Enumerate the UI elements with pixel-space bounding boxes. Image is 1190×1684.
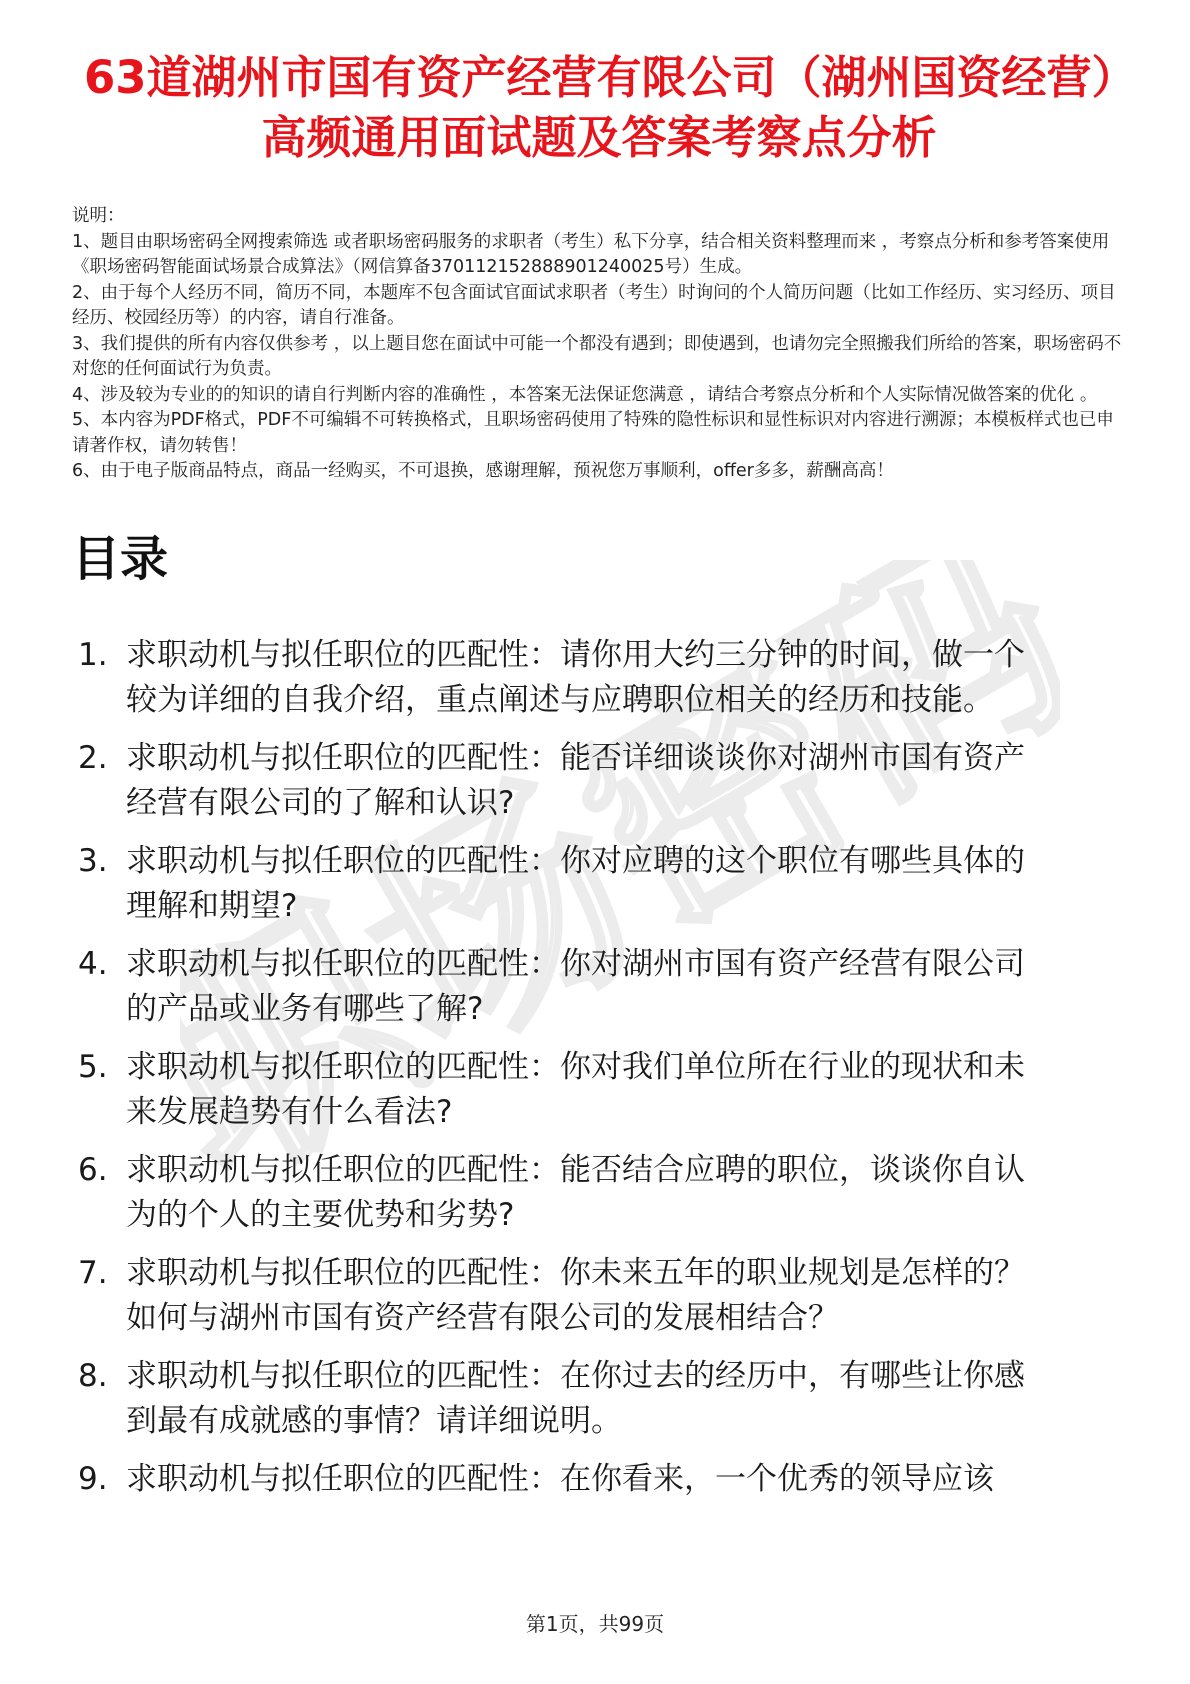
toc-item[interactable] xyxy=(78,1457,1120,1502)
toc-item-text: 求职动机与拟任职位的匹配性：能否详细谈谈你对湖州市国有资产经营有限公司的了解和认识? xyxy=(126,739,1025,821)
toc-item-text: 求职动机与拟任职位的匹配性：你未来五年的职业规划是怎样的？如何与湖州市国有资产经营有限公司的发展相结合？ xyxy=(126,1254,1025,1336)
toc-list xyxy=(78,633,1120,1502)
toc-item[interactable] xyxy=(78,736,1120,826)
toc-item-number: 5. xyxy=(78,1048,108,1085)
note-item-1: 1、题目由职场密码全网搜索筛选 或者职场密码服务的求职者（考生）私下分享，结合相关资料整理而来 ，考察点分析和参考答案使用《职场密码智能面试场景合成算法》（网信算备370112152888901240025号）生成。 xyxy=(72,231,1110,277)
toc-item-number: 9. xyxy=(78,1460,108,1497)
note-item-4: 4、涉及较为专业的的知识的请自行判断内容的准确性 ，本答案无法保证您满意 ，请结合考察点分析和个人实际情况做答案的优化 。 xyxy=(72,384,1098,405)
toc-item-number: 7. xyxy=(78,1254,108,1291)
toc-item[interactable] xyxy=(78,839,1120,929)
page-footer: 第1页，共99页 xyxy=(525,1612,665,1636)
note-item-5: 5、本内容为PDF格式，PDF不可编辑不可转换格式，且职场密码使用了特殊的隐性标识和显性标识对内容进行溯源；本模板样式也已申请著作权，请勿转售！ xyxy=(72,410,1114,456)
notes-section xyxy=(72,204,1130,485)
toc-item-text: 求职动机与拟任职位的匹配性：请你用大约三分钟的时间，做一个较为详细的自我介绍，重点阐述与应聘职位相关的经历和技能。 xyxy=(126,636,1025,718)
toc-item[interactable] xyxy=(78,633,1120,723)
notes-heading: 说明： xyxy=(72,206,125,226)
toc-item-text: 求职动机与拟任职位的匹配性：你对我们单位所在行业的现状和未来发展趋势有什么看法? xyxy=(126,1048,1025,1130)
toc-item[interactable] xyxy=(78,1251,1120,1341)
toc-item-number: 2. xyxy=(78,739,108,776)
toc-item[interactable] xyxy=(78,1148,1120,1238)
note-item-3: 3、我们提供的所有内容仅供参考 ，以上题目您在面试中可能一个都没有遇到；即使遇到，也请勿完全照搬我们所给的答案，职场密码不对您的任何面试行为负责。 xyxy=(72,333,1122,379)
toc-item-number: 4. xyxy=(78,945,108,982)
watermark-text: 职场密码 xyxy=(180,560,1060,1200)
toc-item-text: 求职动机与拟任职位的匹配性：在你看来，一个优秀的领导应该 xyxy=(126,1460,994,1497)
toc-item-number: 1. xyxy=(78,636,108,673)
toc-item[interactable] xyxy=(78,1045,1120,1135)
toc-item[interactable] xyxy=(78,1354,1120,1444)
document-title: 63道湖州市国有资产经营有限公司（湖州国资经营）高频通用面试题及答案考察点分析 xyxy=(83,51,1115,164)
note-item-6: 6、由于电子版商品特点，商品一经购买，不可退换，感谢理解，预祝您万事顺利，offer多多，薪酬高高！ xyxy=(72,461,894,481)
toc-item-text: 求职动机与拟任职位的匹配性：能否结合应聘的职位，谈谈你自认为的个人的主要优势和劣势? xyxy=(126,1151,1025,1233)
toc-item-text: 求职动机与拟任职位的匹配性：你对湖州市国有资产经营有限公司的产品或业务有哪些了解? xyxy=(126,945,1025,1027)
toc-item-number: 8. xyxy=(78,1357,108,1394)
toc-item-number: 3. xyxy=(78,842,108,879)
toc-heading: 目录 xyxy=(72,530,169,587)
toc-item-number: 6. xyxy=(78,1151,108,1188)
note-item-2: 2、由于每个人经历不同，简历不同，本题库不包含面试官面试求职者（考生）时询问的个人简历问题（比如工作经历、实习经历、项目经历、校园经历等）的内容，请自行准备。 xyxy=(72,282,1116,328)
toc-item-text: 求职动机与拟任职位的匹配性：你对应聘的这个职位有哪些具体的理解和期望? xyxy=(126,842,1025,924)
toc-item-text: 求职动机与拟任职位的匹配性：在你过去的经历中，有哪些让你感到最有成就感的事情？请详细说明。 xyxy=(126,1357,1025,1439)
toc-item[interactable] xyxy=(78,942,1120,1032)
